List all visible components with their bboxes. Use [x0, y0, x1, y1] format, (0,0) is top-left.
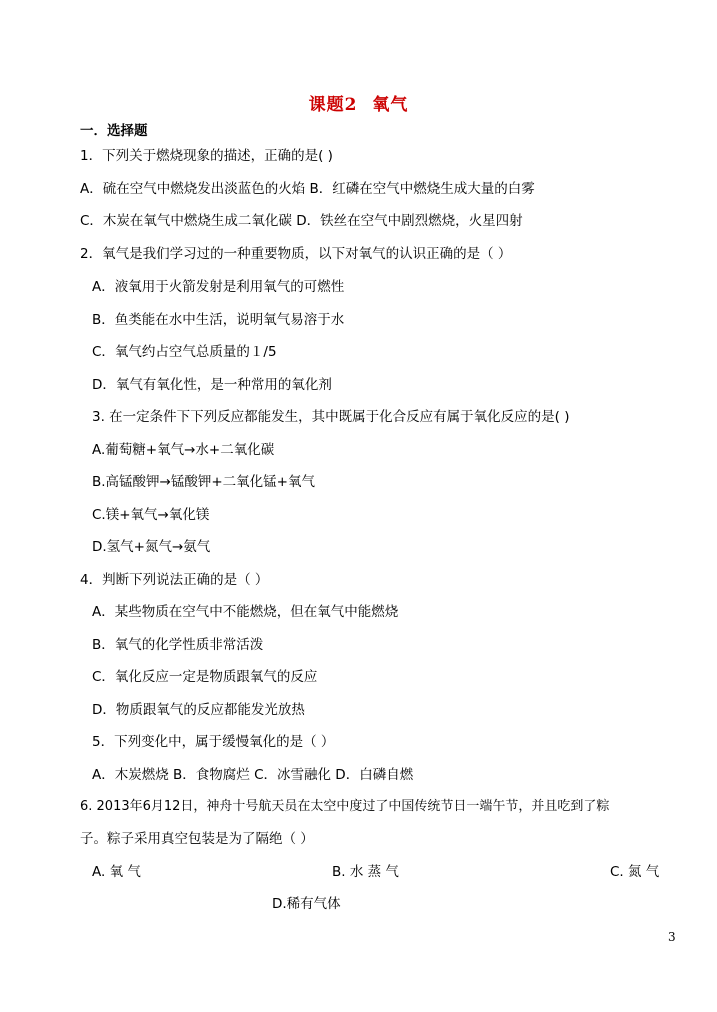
question-4-option-b: B．氧气的化学性质非常活泼	[92, 637, 264, 653]
page-number: 3	[668, 930, 676, 944]
question-4-option-a: A．某些物质在空气中不能燃烧，但在氧气中能燃烧	[92, 604, 399, 620]
section-heading: 一．选择题	[80, 123, 148, 139]
question-2-option-d: D．氧气有氧化性，是一种常用的氧化剂	[92, 377, 332, 393]
question-4-option-d: D．物质跟氧气的反应都能发光放热	[92, 702, 305, 718]
question-6-option-c: C. 氮 气	[610, 864, 660, 880]
question-3-option-b: B.高锰酸钾→锰酸钾+二氧化锰+氧气	[92, 474, 315, 490]
question-5: 5．下列变化中，属于缓慢氧化的是（ ）	[92, 734, 335, 750]
question-1-options-cd: C．木炭在氧气中燃烧生成二氧化碳 D．铁丝在空气中剧烈燃烧，火星四射	[80, 213, 523, 229]
question-4: 4．判断下列说法正确的是（ ）	[80, 572, 269, 588]
question-2-option-b: B．鱼类能在水中生活，说明氧气易溶于水	[92, 312, 345, 328]
question-1: 1．下列关于燃烧现象的描述，正确的是( )	[80, 148, 333, 164]
question-3-option-a: A.葡萄糖+氧气→水+二氧化碳	[92, 442, 275, 458]
question-5-options: A．木炭燃烧 B．食物腐烂 C．冰雪融化 D．白磷自燃	[92, 767, 414, 783]
question-3: 3. 在一定条件下下列反应都能发生，其中既属于化合反应有属于氧化反应的是( )	[92, 409, 570, 425]
question-2-option-c: C．氧气约占空气总质量的１/5	[92, 344, 277, 360]
question-6-option-d: D.稀有气体	[272, 896, 341, 912]
question-4-option-c: C．氧化反应一定是物质跟氧气的反应	[92, 669, 318, 685]
question-6-continued: 子。粽子采用真空包装是为了隔绝（ ）	[80, 831, 314, 847]
question-3-option-c: C.镁+氧气→氧化镁	[92, 507, 210, 523]
question-6-option-b: B. 水 蒸 气	[332, 864, 399, 880]
question-6-option-a: A. 氧 气	[92, 864, 141, 880]
question-1-options-ab: A．硫在空气中燃烧发出淡蓝色的火焰 B．红磷在空气中燃烧生成大量的白雾	[80, 181, 535, 197]
question-2-option-a: A．液氧用于火箭发射是利用氧气的可燃性	[92, 279, 345, 295]
question-3-option-d: D.氢气+氮气→氨气	[92, 539, 211, 555]
question-2: 2．氧气是我们学习过的一种重要物质，以下对氧气的认识正确的是（ ）	[80, 246, 512, 262]
question-6: 6. 2013年6月12日，神舟十号航天员在太空中度过了中国传统节日一端午节，并且吃到了粽	[80, 799, 610, 814]
page-title: 课题2 氧气	[308, 95, 409, 115]
